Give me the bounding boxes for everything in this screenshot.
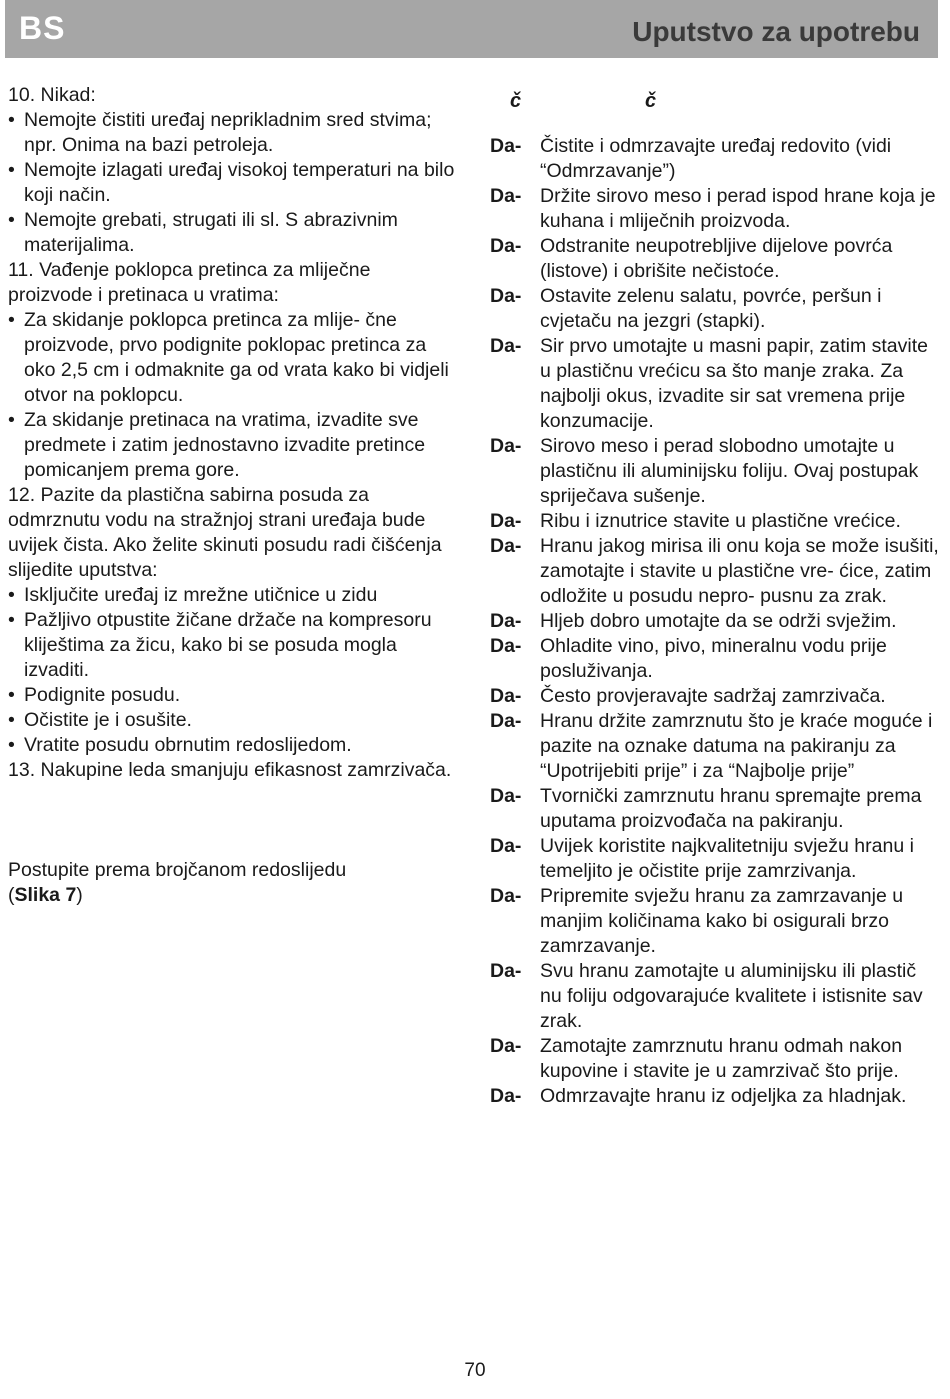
do-list	[490, 134, 940, 1109]
do-label: Da-	[490, 535, 522, 557]
bullet-item: • Pažljivo otpustite žičane držače na kompresoru kliještima za žicu, kako bi se posuda mogla izvaditi.	[8, 608, 458, 683]
do-list-item	[490, 534, 940, 609]
do-label: Da-	[490, 710, 522, 732]
do-text: Uvijek koristite najkvalitetniju svježu hranu i temeljito je očistite prije zamrzivanja.	[540, 835, 914, 882]
do-text: Ribu i iznutrice stavite u plastične vrećice.	[540, 510, 901, 532]
left-column	[8, 83, 458, 908]
do-text: Ohladite vino, pivo, mineralnu vodu prije posluživanja.	[540, 635, 887, 682]
bullet-item: • Isključite uređaj iz mrežne utičnice u zidu	[8, 583, 458, 608]
page-header	[5, 0, 938, 58]
do-label: Da-	[490, 335, 522, 357]
language-code: BS	[19, 10, 66, 46]
do-text: Zamotajte zamrznutu hranu odmah nakon kupovine i stavite je u zamrzivač što prije.	[540, 1035, 903, 1082]
do-text: Često provjeravajte sadržaj zamrzivača.	[540, 685, 886, 707]
do-list-item	[490, 509, 940, 534]
closing-text: Postupite prema brojčanom redoslijedu	[8, 859, 347, 881]
do-label: Da-	[490, 635, 522, 657]
do-list-item	[490, 884, 940, 959]
numbered-paragraph: 12. Pazite da plastična sabirna posuda za odmrznutu vodu na stražnjoj strani uređaja bude uvijek čista. Ako želite skinuti posudu radi čišćenja slijedite uputstva:	[8, 484, 442, 581]
do-text: Odstranite neupotrebljive dijelove povrća (listove) i obrišite nečistoće.	[540, 235, 893, 282]
numbered-paragraph: 10. Nikad:	[8, 84, 96, 106]
page-title: Uputstvo za upotrebu	[632, 16, 920, 47]
closing-close-paren: )	[76, 884, 83, 906]
left-spacer	[8, 783, 458, 858]
closing-instruction	[8, 858, 458, 908]
do-text: Sirovo meso i perad slobodno umotajte u plastičnu ili aluminijsku foliju. Ovaj postupak spriječava sušenje.	[540, 435, 919, 507]
bullet-item: • Očistite je i osušite.	[8, 708, 458, 733]
do-label: Da-	[490, 1035, 522, 1057]
do-list-item	[490, 434, 940, 509]
do-text: Pripremite svježu hranu za zamrzavanje u manjim količinama kako bi osigurali brzo zamrzavanje.	[540, 885, 904, 957]
do-label: Da-	[490, 685, 522, 707]
do-label: Da-	[490, 510, 522, 532]
bullet-item: • Nemojte čistiti uređaj neprikladnim sred stvima; npr. Onima na bazi petroleja.	[8, 108, 458, 158]
section-subhead	[490, 89, 940, 114]
do-label: Da-	[490, 885, 522, 907]
do-list-item	[490, 784, 940, 834]
do-list-item	[490, 334, 940, 434]
bullet-item: • Za skidanje pretinaca na vratima, izvadite sve predmete i zatim jednostavno izvadite pretince pomicanjem prema gore.	[8, 408, 458, 483]
do-list-item	[490, 709, 940, 784]
do-text: Svu hranu zamotajte u aluminijsku ili plastič nu foliju odgovarajuće kvalitete i istisnite sav zrak.	[540, 960, 923, 1032]
do-text: Odmrzavajte hranu iz odjeljka za hladnjak.	[540, 1085, 907, 1107]
do-list-item	[490, 609, 940, 634]
bullet-item: • Za skidanje poklopca pretinca za mlije- čne proizvode, prvo podignite poklopac pretinca za oko 2,5 cm i odmaknite ga od vrata kako bi vidjeli otvor na poklopcu.	[8, 308, 458, 408]
do-text: Čistite i odmrzavajte uređaj redovito (vidi “Odmrzavanje”)	[540, 135, 892, 182]
closing-open-paren: (	[8, 884, 15, 906]
do-list-item	[490, 234, 940, 284]
do-label: Da-	[490, 835, 522, 857]
do-text: Hljeb dobro umotajte da se održi svježim.	[540, 610, 897, 632]
do-label: Da-	[490, 785, 522, 807]
do-text: Ostavite zelenu salatu, povrće, peršun i cvjetaču na jezgri (stapki).	[540, 285, 882, 332]
bullet-item: • Nemojte grebati, strugati ili sl. S abrazivnim materijalima.	[8, 208, 458, 258]
do-list-item	[490, 959, 940, 1034]
do-label: Da-	[490, 185, 522, 207]
do-list-item	[490, 184, 940, 234]
do-label: Da-	[490, 235, 522, 257]
bullet-item: • Vratite posudu obrnutim redoslijedom.	[8, 733, 458, 758]
do-list-item	[490, 634, 940, 684]
do-label: Da-	[490, 1085, 522, 1107]
figure-reference: Slika 7	[14, 884, 77, 906]
page-number: 70	[464, 1360, 486, 1381]
do-text: Hranu jakog mirisa ili onu koja se može isušiti, zamotajte i stavite u plastične vre- ćice, zatim odložite u posudu nepro- pusnu za zrak.	[540, 535, 939, 607]
do-list-item	[490, 684, 940, 709]
left-item-list	[8, 83, 458, 783]
do-text: Tvornički zamrznutu hranu spremajte prema uputama proizvođača na pakiranju.	[540, 785, 922, 832]
do-label: Da-	[490, 285, 522, 307]
numbered-paragraph: 11. Vađenje poklopca pretinca za mliječne proizvode i pretinaca u vratima:	[8, 259, 371, 306]
do-label: Da-	[490, 135, 522, 157]
do-label: Da-	[490, 435, 522, 457]
subhead-glyph-2: č	[645, 90, 657, 112]
right-column	[490, 89, 940, 1109]
numbered-paragraph: 13. Nakupine leda smanjuju efikasnost zamrzivača.	[8, 759, 452, 781]
do-list-item	[490, 284, 940, 334]
do-text: Držite sirovo meso i perad ispod hrane koja je kuhana i mliječnih proizvoda.	[540, 185, 936, 232]
do-list-item	[490, 834, 940, 884]
do-label: Da-	[490, 610, 522, 632]
subhead-glyph-1: č	[510, 90, 522, 112]
do-list-item	[490, 134, 940, 184]
bullet-item: • Podignite posudu.	[8, 683, 458, 708]
do-label: Da-	[490, 960, 522, 982]
do-list-item	[490, 1084, 940, 1109]
bullet-item: • Nemojte izlagati uređaj visokoj temperaturi na bilo koji način.	[8, 158, 458, 208]
do-text: Hranu držite zamrznutu što je kraće moguće i pazite na oznake datuma na pakiranju za “Upotrijebiti prije” i za “Najbolje prije”	[540, 710, 933, 782]
do-text: Sir prvo umotajte u masni papir, zatim stavite u plastičnu vrećicu sa što manje zraka. Za najbolji okus, izvadite sir sat vremena prije konzumacije.	[540, 335, 928, 432]
do-list-item	[490, 1034, 940, 1084]
